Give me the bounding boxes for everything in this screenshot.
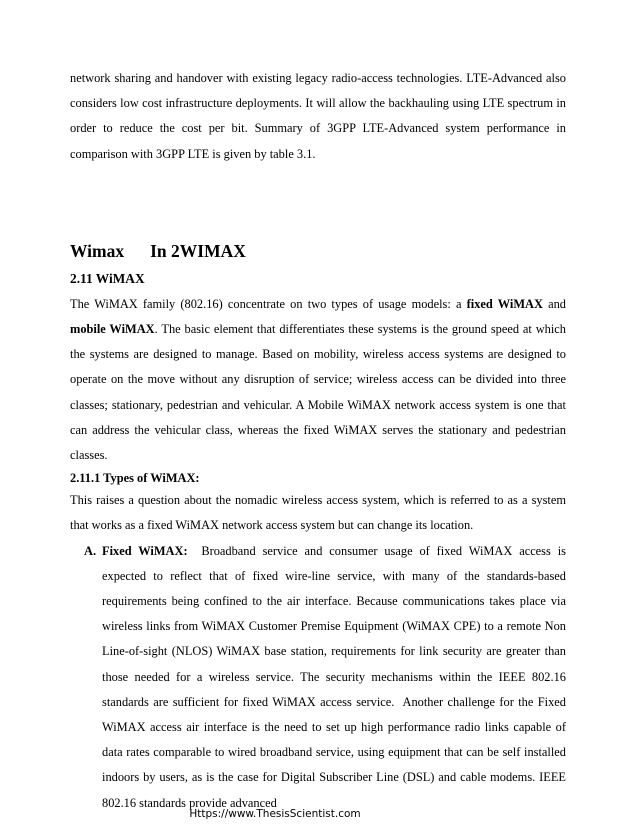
- wimax-family-text-and: and: [542, 296, 566, 311]
- fixed-wimax-paragraph: [102, 539, 570, 816]
- list-marker-a: A.: [84, 543, 97, 558]
- document-page: [70, 66, 570, 816]
- chapter-heading: [70, 239, 566, 263]
- types-paragraph: This raises a question about the nomadic wireless access system, which is referred to as a system that works as a fixed WiMAX network access system but can change its location.: [70, 493, 566, 533]
- wimax-family-paragraph: [70, 292, 566, 468]
- section-heading-2-11: 2.11 WiMAX: [70, 270, 145, 286]
- intro-paragraph: network sharing and handover with existing legacy radio-access technologies. LTE-Advanced also considers low cost infrastructure deployments. It will allow the backhauling using LTE spectrum in order to reduce the cost per bit. Summary of 3GPP LTE-Advanced system performance in comparison with 3GPP LTE is given by table 3.1.: [70, 71, 566, 161]
- wimax-family-text-end: . The basic element that differentiates these systems is the ground speed at which the systems are designed to manage. Based on mobility, wireless access systems are designed to operate on the move without any disruption of service; wireless access can be divided into three classes; stationary, pedestrian and vehicular. A Mobile WiMAX network access system is one that can address the vehicular class, whereas the fixed WiMAX serves the stationary and pedestrian classes.: [70, 322, 567, 463]
- footer-url: [0, 808, 638, 820]
- footer-url-text: Https://www.ThesisScientist.com: [189, 808, 361, 820]
- fixed-wimax-text: Broadband service and consumer usage of fixed WiMAX access is expected to reflect that of fixed wire-line service, with many of the standards-based requirements being confined to the air interface. Because communications takes place via wireless links from WiMAX Customer Premise Equipment (WiMAX CPE) to a remote Non Line-of-sight (NLOS) WiMAX base station, requirements for link security are greater than those needed for a wireless service. The security mechanisms within the IEEE 802.16 standards are sufficient for fixed WiMAX access service. Another challenge for the Fixed WiMAX access air interface is the need to set up high performance radio links capable of data rates comparable to wired broadband service, using equipment that can be self installed indoors by users, as is the case for Digital Subscriber Line (DSL) and cable modems. IEEE 802.16 standards provide advanced: [102, 543, 570, 810]
- fixed-wimax-title: Fixed WiMAX:: [102, 543, 188, 558]
- fixed-wimax-term: fixed WiMAX: [466, 296, 543, 311]
- list-item-fixed-wimax: [74, 539, 570, 816]
- mobile-wimax-term: mobile WiMAX: [70, 322, 155, 337]
- wimax-family-text-start: The WiMAX family (802.16) concentrate on two types of usage models: a: [70, 296, 467, 311]
- section-heading-2-11-1: 2.11.1 Types of WiMAX:: [70, 471, 200, 486]
- chapter-heading-right: In 2WIMAX: [150, 240, 246, 261]
- chapter-heading-left: Wimax: [70, 240, 125, 261]
